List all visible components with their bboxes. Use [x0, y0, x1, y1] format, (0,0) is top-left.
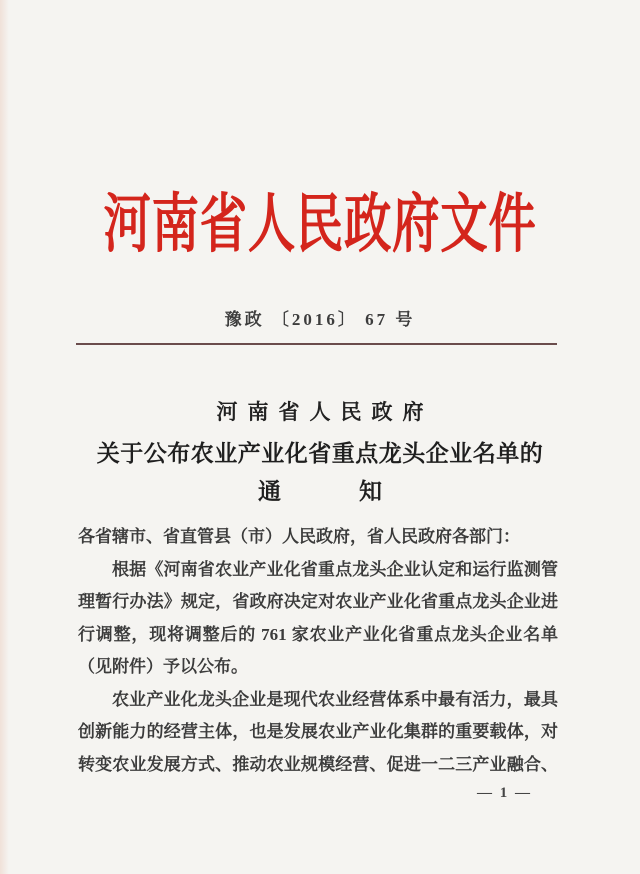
- body-line: 根据《河南省农业产业化省重点龙头企业认定和运行监测管: [112, 559, 558, 579]
- body-line: 转变农业发展方式、推动农业规模经营、促进一二三产业融合、: [78, 754, 558, 774]
- document-title-subject: 关于公布农业产业化省重点龙头企业名单的: [96, 441, 544, 466]
- body-line: 创新能力的经营主体，也是发展农业产业化集群的重要载体，对: [78, 722, 558, 741]
- document-type-heading: [0, 473, 640, 506]
- document-type-char-left: 通: [258, 479, 281, 504]
- body-line: 行调整，现将调整后的 761 家农业产业化省重点龙头企业名单: [78, 624, 558, 644]
- body-line: 农业产业化龙头企业是现代农业经营体系中最有活力，最具: [112, 689, 558, 709]
- issuing-authority-heading: 河南省人民政府: [216, 400, 434, 424]
- salutation-line: 各省辖市、省直管县（市）人民政府，省人民政府各部门：: [78, 527, 520, 546]
- page-number: — 1 —: [477, 785, 532, 801]
- document-body: [78, 521, 558, 781]
- body-line: 理暂行办法》规定，省政府决定对农业产业化省重点龙头企业进: [78, 592, 558, 611]
- body-line: （见附件）予以公布。: [78, 657, 248, 676]
- document-masthead: 河南省人民政府文件: [103, 189, 537, 260]
- document-number: 豫政 〔2016〕 67 号: [224, 310, 416, 329]
- document-type-char-right: 知: [359, 479, 382, 504]
- header-divider-rule: [76, 343, 557, 345]
